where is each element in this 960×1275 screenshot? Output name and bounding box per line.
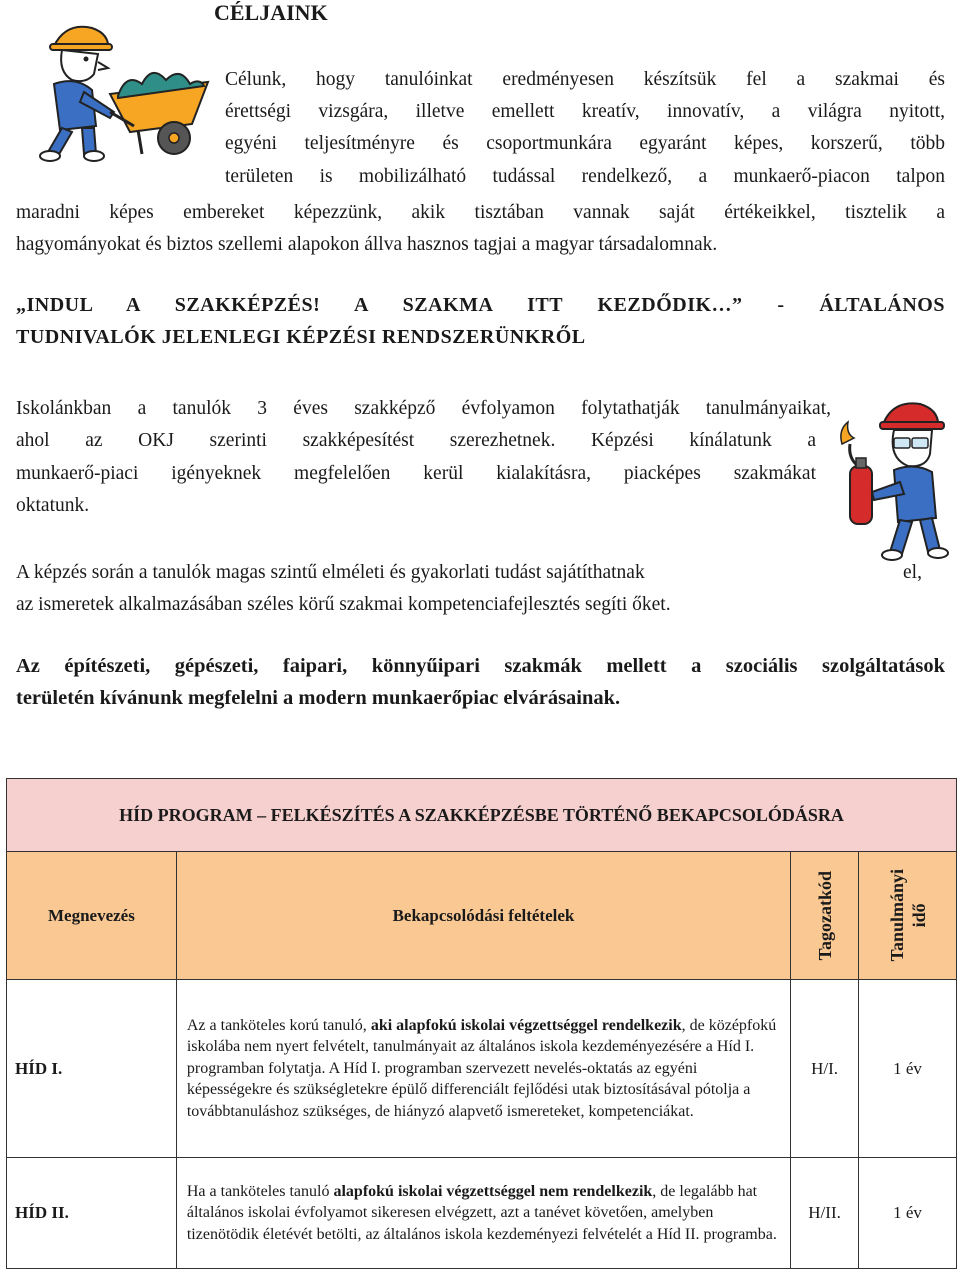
- row-duration: 1 év: [859, 980, 957, 1158]
- row-code: H/I.: [791, 980, 859, 1158]
- table-row: [7, 1158, 957, 1269]
- header-code: Tagozatkód: [814, 870, 835, 961]
- row-duration: 1 év: [859, 1158, 957, 1269]
- row-description-text: , de középfokú iskolába nem nyert felvételt, tanulmányait az általános iskola kezdeményezésére a Híd I. programban folytatja. A Híd I. programban szervezett nevelés-oktatás az egyéni képességekre és szükségletekre épülő differenciált fejlődési utak biztosításával pótolja a továbbtanuláshoz szükséges, de hiányzó alapvető ismereteket, kompetenciákat.: [186, 1016, 777, 1120]
- body-line: A képzés során a tanulók magas szintű elméleti és gyakorlati tudást sajátíthatnak: [16, 562, 645, 583]
- row-description-text: , de legalább hat általános iskolai évfolyamot sikeresen elvégzett, azt a tanévet követően, amelyben tizenötödik életévét betölti, az általános iskola kezdeményezi felvételét a Híd II. programba.: [186, 1182, 777, 1243]
- table-header-row: [7, 852, 957, 980]
- page-title: CÉLJAINK: [214, 0, 328, 25]
- body-line: munkaerő-piaci igényeknek megfelelően kerül kialakításra, piacképes szakmákat: [16, 463, 816, 484]
- body-line: ahol az OKJ szerinti szakképesítést szerezhetnek. Képzési kínálatunk a: [16, 430, 816, 451]
- intro-line: hagyományokat és biztos szellemi alapokon állva hasznos tagjai a magyar társadalomnak.: [16, 234, 718, 255]
- row-description: [176, 980, 790, 1158]
- header-duration-line1: Tanulmányi: [886, 869, 907, 962]
- intro-line: egyéni teljesítményre és csoportmunkára egyaránt képes, korszerű, több: [225, 133, 945, 154]
- worker-extinguisher-icon: [828, 400, 958, 565]
- intro-line: maradni képes embereket képezzünk, akik tisztában vannak saját értékeikkel, tisztelik a: [16, 202, 945, 223]
- body-line: az ismeretek alkalmazásában széles körű szakmai kompetenciafejlesztés segíti őket.: [16, 594, 671, 615]
- header-duration-line2: idő: [908, 903, 929, 928]
- intro-line: területen is mobilizálható tudással rendelkező, a munkaerő-piacon talpon: [225, 166, 945, 187]
- row-description-text: Az a tanköteles korú tanuló,: [186, 1016, 371, 1034]
- row-description-bold: aki alapfokú iskolai végzettséggel rendelkezik: [370, 1016, 682, 1034]
- bold-paragraph-line: területén kívánunk megfelelni a modern munkaerőpiac elvárásainak.: [16, 687, 621, 709]
- row-description-bold: alapfokú iskolai végzettséggel nem rendelkezik: [333, 1182, 653, 1200]
- header-duration-cell: [859, 852, 957, 980]
- intro-line: érettségi vizsgára, illetve emellett kreatív, innovatív, a világra nyitott,: [225, 101, 945, 122]
- table-row: [7, 980, 957, 1158]
- body-line: el,: [903, 562, 922, 583]
- row-description: [176, 1158, 790, 1269]
- header-name: Megnevezés: [7, 852, 177, 980]
- section-heading: TUDNIVALÓK JELENLEGI KÉPZÉSI RENDSZERÜNKRŐL: [16, 326, 586, 348]
- body-line: Iskolánkban a tanulók 3 éves szakképző évfolyamon folytathatják tanulmányaikat,: [16, 398, 831, 419]
- bold-paragraph-line: Az építészeti, gépészeti, faipari, könnyűipari szakmák mellett a szociális szolgáltatások: [16, 655, 945, 677]
- table-banner: HÍD PROGRAM – FELKÉSZÍTÉS A SZAKKÉPZÉSBE TÖRTÉNŐ BEKAPCSOLÓDÁSRA: [7, 779, 957, 852]
- body-line: oktatunk.: [16, 495, 90, 516]
- row-description-text: Ha a tanköteles tanuló: [186, 1182, 334, 1200]
- header-conditions: Bekapcsolódási feltételek: [176, 852, 790, 980]
- hid-program-table: [6, 778, 957, 1269]
- row-name: HÍD I.: [7, 980, 177, 1158]
- row-code: H/II.: [791, 1158, 859, 1269]
- row-name: HÍD II.: [7, 1158, 177, 1269]
- section-heading: „INDUL A SZAKKÉPZÉS! A SZAKMA ITT KEZDŐDIK…” - ÁLTALÁNOS: [16, 294, 945, 316]
- header-duration: [886, 869, 930, 961]
- worker-wheelbarrow-icon: [14, 14, 214, 164]
- intro-line: Célunk, hogy tanulóinkat eredményesen készítsük fel a szakmai és: [225, 69, 945, 90]
- header-code-cell: [791, 852, 859, 980]
